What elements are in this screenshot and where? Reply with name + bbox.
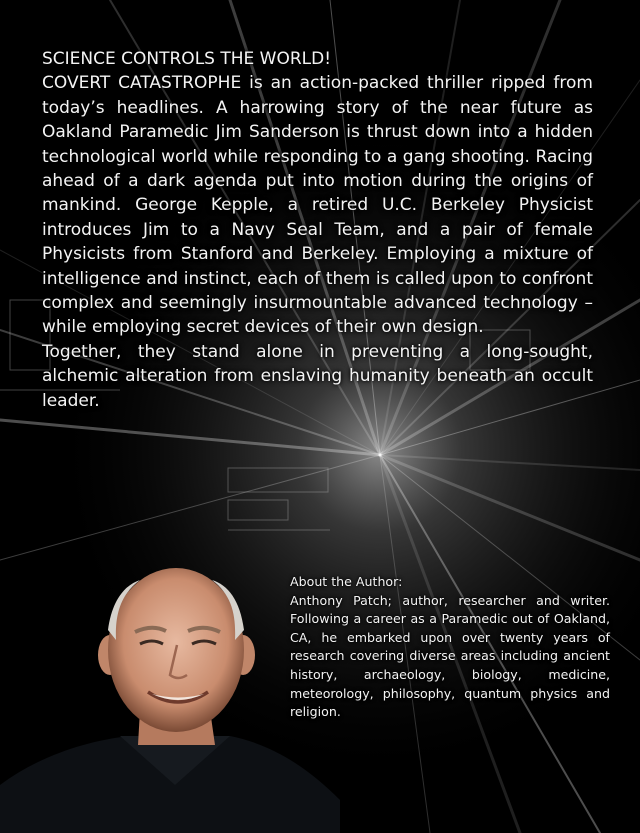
author-portrait [0,560,340,833]
about-heading: About the Author: [290,574,403,589]
book-blurb [42,47,593,413]
author-bio: Anthony Patch; author, researcher and writer. Following a career as a Paramedic out of Oakland, CA, he embarked upon over twenty years of research covering diverse areas including ancient history, archaeology, biology, medicine, meteorology, philosophy, quantum physics and religion. [290,592,610,720]
blurb-paragraph-2: Together, they stand alone in preventing a long-sought, alchemic alteration from enslaving humanity beneath an occult leader. [42,341,593,411]
about-the-author [290,573,610,722]
blurb-paragraph-1: COVERT CATASTROPHE is an action-packed thriller ripped from today’s headlines. A harrowing story of the near future as Oakland Paramedic Jim Sanderson is thrust down into a hidden technological world while responding to a gang shooting. Racing ahead of a dark agenda put into motion during the origins of mankind. George Kepple, a retired U.C. Berkeley Physicist introduces Jim to a Navy Seal Team, and a pair of female Physicists from Stanford and Berkeley. Employing a mixture of intelligence and instinct, each of them is called upon to confront complex and seemingly insurmountable advanced technology – while employing secret devices of their own design. [42,73,593,338]
headline: SCIENCE CONTROLS THE WORLD! [42,49,332,69]
